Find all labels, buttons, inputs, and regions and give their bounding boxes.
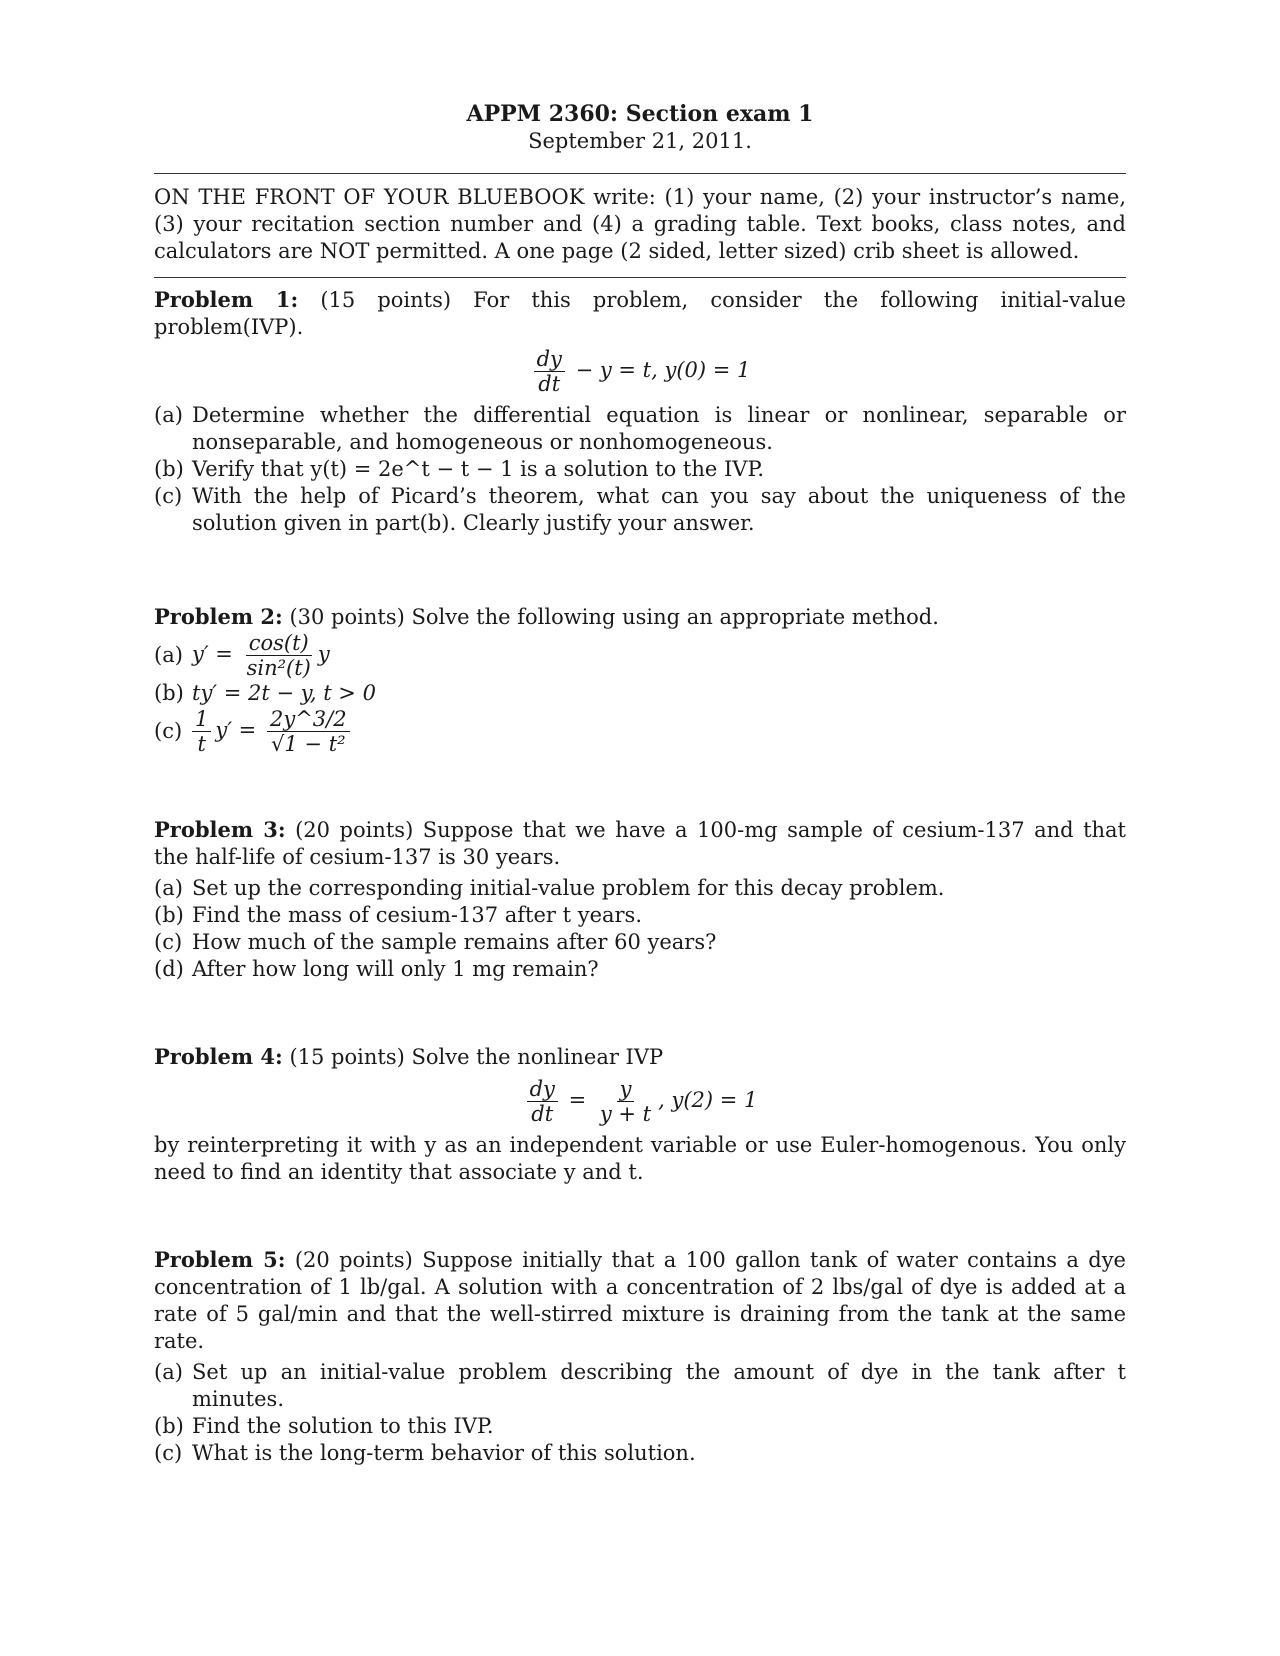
problem-2-part-c bbox=[154, 707, 1126, 756]
problem-5-part-a bbox=[154, 1359, 1126, 1413]
problem-2-intro: (30 points) Solve the following using an appropriate method. bbox=[289, 605, 939, 629]
problem-4-after: by reinterpreting it with y as an independent variable or use Euler-homogenous. You only need to find an identity that associate y and t. bbox=[154, 1133, 1126, 1184]
part-label: (d) bbox=[154, 957, 184, 981]
problem-3-parts bbox=[154, 875, 1126, 983]
problem-1-parts bbox=[154, 402, 1126, 537]
rhs-fraction bbox=[597, 1077, 654, 1126]
part-label: (b) bbox=[154, 681, 184, 705]
problem-5 bbox=[154, 1246, 1126, 1467]
problem-4-equation bbox=[154, 1077, 1126, 1126]
problem-3-part-d bbox=[154, 956, 1126, 983]
numerator: 2y^3/2 bbox=[267, 707, 350, 732]
problem-4-head bbox=[154, 1043, 1126, 1071]
part-label: (a) bbox=[154, 643, 183, 667]
part-math bbox=[192, 631, 1126, 680]
problem-2 bbox=[154, 603, 1126, 756]
problem-2-label: Problem 2: bbox=[154, 604, 283, 629]
part-math bbox=[192, 707, 1126, 756]
problem-4 bbox=[154, 1043, 1126, 1186]
denominator: y + t bbox=[599, 1102, 652, 1126]
problem-3-label: Problem 3: bbox=[154, 817, 286, 842]
problem-1-eq-num: dy bbox=[534, 347, 565, 372]
problem-3-part-c bbox=[154, 929, 1126, 956]
numerator: y bbox=[617, 1077, 635, 1102]
problem-1-eq-rest: − y = t, y(0) = 1 bbox=[575, 358, 751, 382]
problem-1-intro: (15 points) For this problem, consider the following initial-value problem(IVP). bbox=[154, 288, 1126, 339]
exam-content bbox=[154, 100, 1126, 1467]
instructions-rule bbox=[154, 277, 1126, 278]
exam-title: APPM 2360: Section exam 1 bbox=[466, 101, 814, 127]
part-text: How much of the sample remains after 60 years? bbox=[192, 930, 717, 954]
problem-2-head bbox=[154, 603, 1126, 631]
problem-3-part-a bbox=[154, 875, 1126, 902]
exam-header bbox=[154, 100, 1126, 155]
problem-2-parts bbox=[154, 631, 1126, 756]
part-text: Find the solution to this IVP. bbox=[192, 1414, 494, 1438]
problem-3-intro: (20 points) Suppose that we have a 100-mg sample of cesium-137 and that the half-life of cesium-137 is 30 years. bbox=[154, 818, 1126, 869]
problem-4-label: Problem 4: bbox=[154, 1044, 283, 1069]
problem-5-label: Problem 5: bbox=[154, 1247, 286, 1272]
rhs-fraction bbox=[267, 707, 350, 756]
numerator: dy bbox=[527, 1077, 558, 1102]
denominator: dt bbox=[531, 1102, 554, 1126]
problem-4-eq-rest: , y(2) = 1 bbox=[658, 1088, 758, 1112]
part-text: Determine whether the differential equation is linear or nonlinear, separable or nonseparable, and homogeneous or nonhomogeneous. bbox=[192, 403, 1126, 454]
part-text: Find the mass of cesium-137 after t years. bbox=[192, 903, 643, 927]
problem-2-part-a bbox=[154, 631, 1126, 680]
numerator: 1 bbox=[192, 707, 211, 732]
problem-5-part-c bbox=[154, 1440, 1126, 1467]
part-label: (c) bbox=[154, 1441, 183, 1465]
part-label: (b) bbox=[154, 903, 184, 927]
part-label: (a) bbox=[154, 876, 183, 900]
problem-3-part-b bbox=[154, 902, 1126, 929]
part-label: (b) bbox=[154, 457, 184, 481]
fraction bbox=[244, 631, 314, 680]
part-text: Set up the corresponding initial-value problem for this decay problem. bbox=[192, 876, 945, 900]
denominator: t bbox=[197, 732, 206, 756]
top-rule bbox=[154, 173, 1126, 174]
denominator: √1 − t² bbox=[271, 732, 346, 756]
problem-2-part-b bbox=[154, 680, 1126, 707]
problem-1-head bbox=[154, 286, 1126, 341]
part-text: What is the long-term behavior of this solution. bbox=[192, 1441, 696, 1465]
denominator: sin²(t) bbox=[246, 656, 311, 680]
lhs-fraction bbox=[192, 707, 211, 756]
part-text: With the help of Picard’s theorem, what can you say about the uniqueness of the solution given in part(b). Clearly justify your answer. bbox=[192, 484, 1126, 535]
exam-date: September 21, 2011. bbox=[528, 129, 752, 153]
problem-1-part-c bbox=[154, 483, 1126, 537]
problem-5-part-b bbox=[154, 1413, 1126, 1440]
problem-1 bbox=[154, 286, 1126, 537]
part-label: (c) bbox=[154, 719, 183, 743]
part-text: ty′ = 2t − y, t > 0 bbox=[192, 681, 376, 705]
problem-3 bbox=[154, 816, 1126, 983]
instructions: ON THE FRONT OF YOUR BLUEBOOK write: (1) your name, (2) your instructor’s name, (3) your recitation section number and (4) a grading table. Text books, class notes, and calculators are NOT permitted. A one page (2 sided, letter sized) crib sheet is allowed. bbox=[154, 185, 1126, 263]
numerator: cos(t) bbox=[246, 631, 312, 656]
lhs-fraction bbox=[527, 1077, 558, 1126]
part-text: Verify that y(t) = 2e^t − t − 1 is a solution to the IVP. bbox=[192, 457, 765, 481]
rhs: y bbox=[317, 642, 330, 666]
problem-1-derivative bbox=[534, 347, 565, 396]
problem-1-part-b bbox=[154, 456, 1126, 483]
part-label: (a) bbox=[154, 403, 183, 427]
part-text: After how long will only 1 mg remain? bbox=[192, 957, 599, 981]
problem-5-parts bbox=[154, 1359, 1126, 1467]
problem-5-head bbox=[154, 1246, 1126, 1355]
part-text: Set up an initial-value problem describing the amount of dye in the tank after t minutes. bbox=[192, 1360, 1126, 1411]
problem-1-part-a bbox=[154, 402, 1126, 456]
problem-1-label: Problem 1: bbox=[154, 287, 299, 312]
problem-5-intro: (20 points) Suppose initially that a 100 gallon tank of water contains a dye concentration of 1 lb/gal. A solution with a concentration of 2 lbs/gal of dye is added at a rate of 5 gal/min and that the well-stirred mixture is draining from the tank at the same rate. bbox=[154, 1248, 1126, 1353]
part-label: (c) bbox=[154, 930, 183, 954]
part-label: (b) bbox=[154, 1414, 184, 1438]
problem-4-intro: (15 points) Solve the nonlinear IVP bbox=[289, 1045, 664, 1069]
part-label: (a) bbox=[154, 1360, 183, 1384]
problem-1-eq-den: dt bbox=[538, 372, 561, 396]
problem-1-equation bbox=[154, 347, 1126, 396]
lhs: y′ = bbox=[192, 642, 233, 666]
lhs-rest: y′ = bbox=[215, 718, 257, 742]
part-label: (c) bbox=[154, 484, 183, 508]
problem-3-head bbox=[154, 816, 1126, 871]
equals: = bbox=[568, 1088, 587, 1112]
